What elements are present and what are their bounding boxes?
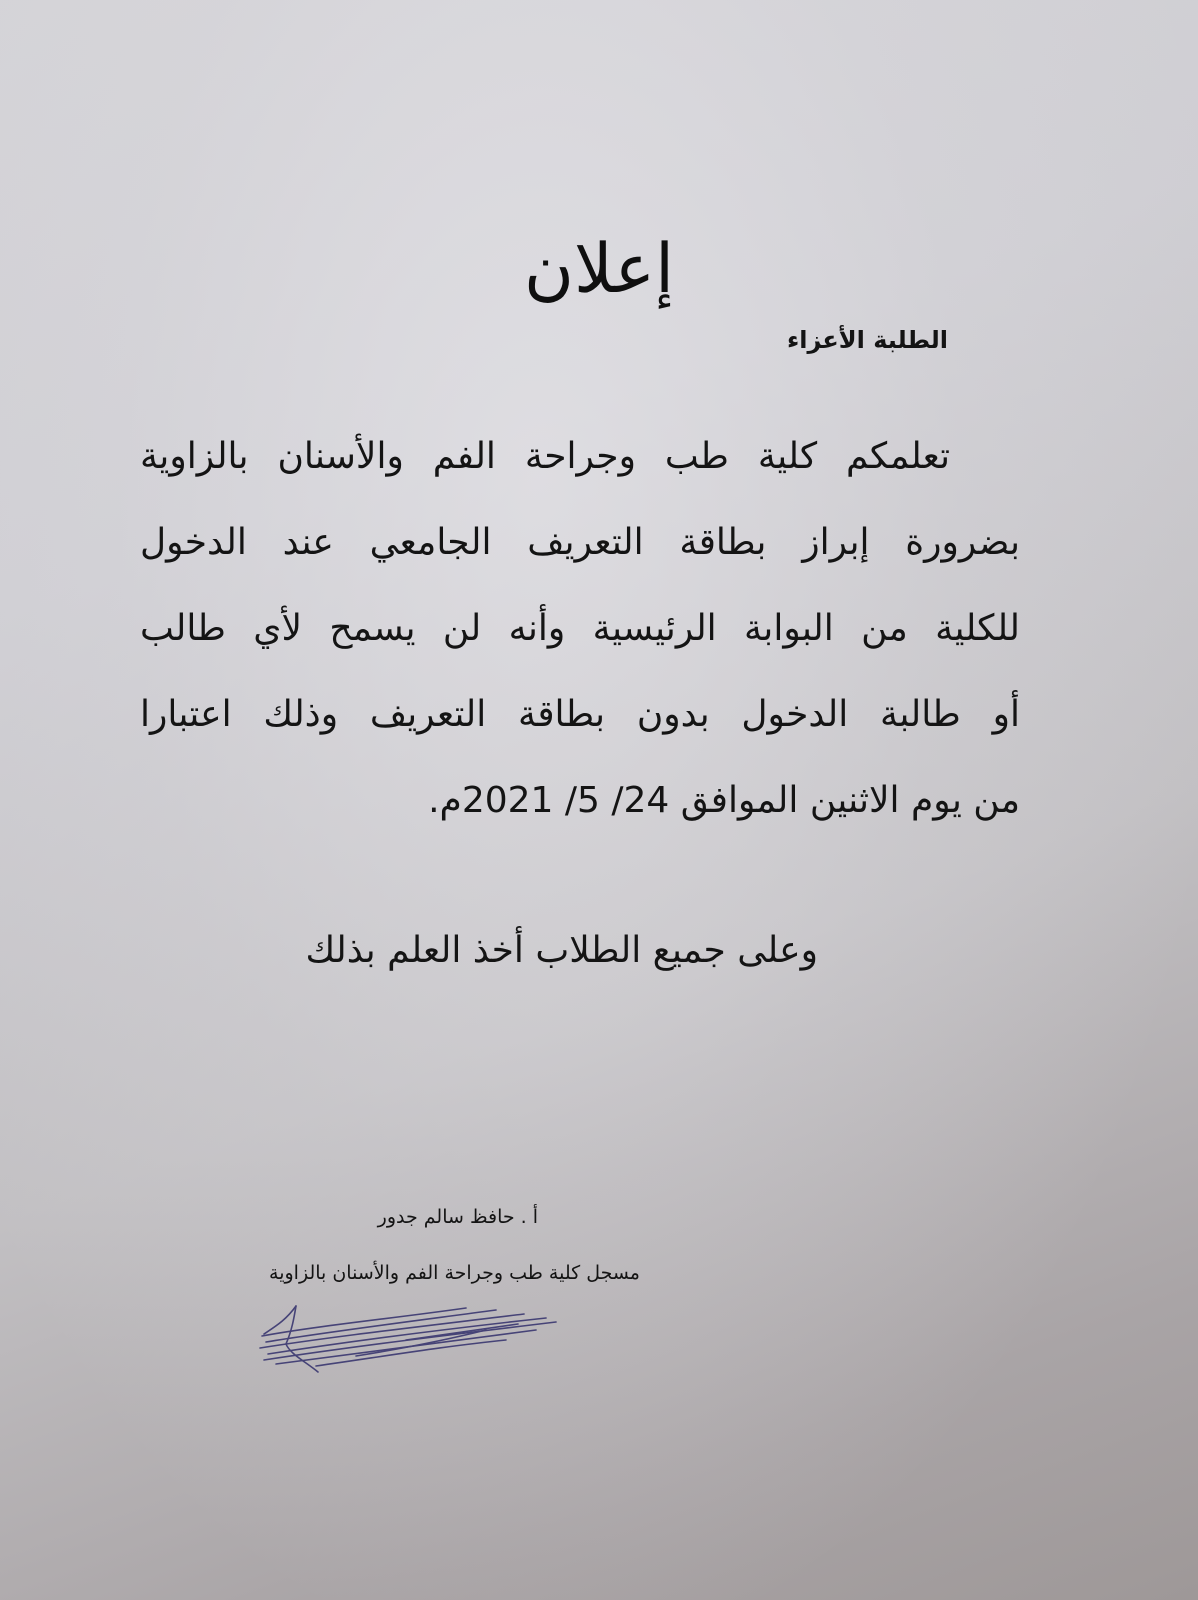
announcement-title: إعلان xyxy=(524,229,674,309)
body-line: للكلية من البوابة الرئيسية وأنه لن يسمح لأي طالب xyxy=(140,608,1020,649)
announcement-body xyxy=(140,414,1020,844)
body-line: تعلمكم كلية طب وجراحة الفم والأسنان بالزاوية xyxy=(140,436,950,477)
body-line: من يوم الاثنين الموافق 24/ 5/ 2021م. xyxy=(428,780,1020,821)
body-line: أو طالبة الدخول بدون بطاقة التعريف وذلك اعتبارا xyxy=(140,694,1020,735)
body-line: بضرورة إبراز بطاقة التعريف الجامعي عند الدخول xyxy=(140,522,1020,563)
signer-title: مسجل كلية طب وجراحة الفم والأسنان بالزاوية xyxy=(269,1262,640,1284)
salutation: الطلبة الأعزاء xyxy=(786,326,948,354)
signer-name: أ . حافظ سالم جدور xyxy=(377,1206,538,1228)
handwritten-signature xyxy=(256,1300,566,1380)
closing-statement: وعلى جميع الطلاب أخذ العلم بذلك xyxy=(305,930,818,971)
